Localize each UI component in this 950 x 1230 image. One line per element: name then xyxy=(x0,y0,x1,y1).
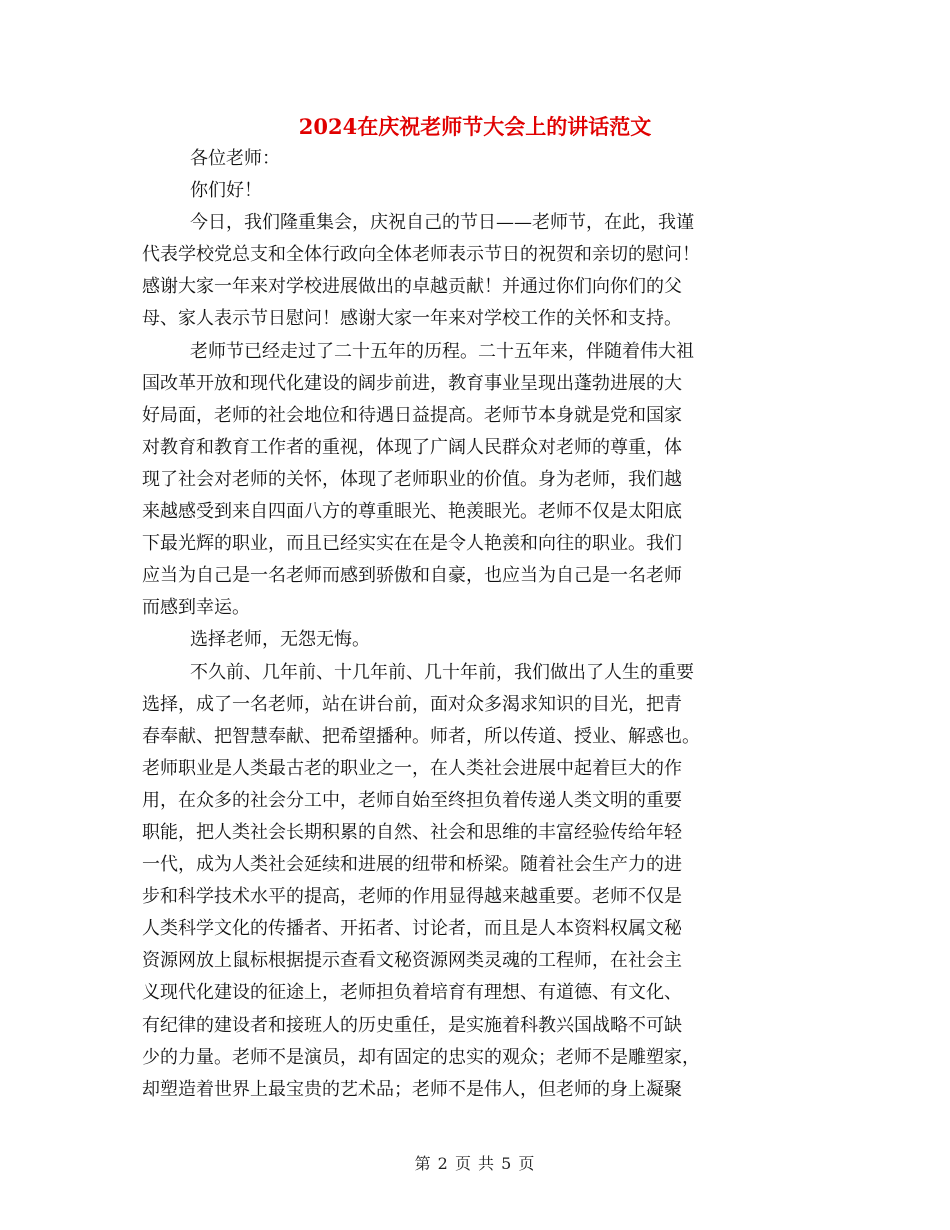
text-line: 用，在众多的社会分工中，老师自始至终担负着传递人类文明的重要 xyxy=(142,789,682,811)
text-line: 不久前、几年前、十几年前、几十年前，我们做出了人生的重要 xyxy=(190,661,694,683)
text-line: 春奉献、把智慧奉献、把希望播种。师者，所以传道、授业、解惑也。 xyxy=(142,725,700,747)
text-line: 应当为自己是一名老师而感到骄傲和自豪，也应当为自己是一名老师 xyxy=(142,565,682,587)
text-line: 今日，我们隆重集会，庆祝自己的节日——老师节，在此，我谨 xyxy=(190,212,694,234)
text-line: 母、家人表示节日慰问！感谢大家一年来对学校工作的关怀和支持。 xyxy=(142,308,682,330)
text-line: 资源网放上鼠标根据提示查看文秘资源网类灵魂的工程师，在社会主 xyxy=(142,950,682,972)
text-line: 来越感受到来自四面八方的尊重眼光、艳羡眼光。老师不仅是太阳底 xyxy=(142,501,682,523)
text-line: 职能，把人类社会长期积累的自然、社会和思维的丰富经验传给年轻 xyxy=(142,821,682,843)
paragraph xyxy=(142,207,812,335)
text-line: 人类科学文化的传播者、开拓者、讨论者，而且是人本资料权属文秘 xyxy=(142,918,682,940)
paragraph xyxy=(142,624,812,656)
text-line: 选择，成了一名老师，站在讲台前，面对众多渴求知识的目光，把青 xyxy=(142,693,682,715)
paragraph xyxy=(142,336,812,625)
text-line: 却塑造着世界上最宝贵的艺术品；老师不是伟人，但老师的身上凝聚 xyxy=(142,1078,682,1100)
text-line: 步和科学技术水平的提高，老师的作用显得越来越重要。老师不仅是 xyxy=(142,886,682,908)
text-line: 你们好！ xyxy=(190,180,262,202)
text-line: 老师职业是人类最古老的职业之一，在人类社会进展中起着巨大的作 xyxy=(142,757,682,779)
text-line: 对教育和教育工作者的重视，体现了广阔人民群众对老师的尊重，体 xyxy=(142,436,682,458)
document-title: 2024在庆祝老师节大会上的讲话范文 xyxy=(298,114,652,139)
text-line: 好局面，老师的社会地位和待遇日益提高。老师节本身就是党和国家 xyxy=(142,404,682,426)
text-line: 少的力量。老师不是演员，却有固定的忠实的观众；老师不是雕塑家， xyxy=(142,1046,700,1068)
text-line: 选择老师，无怨无悔。 xyxy=(190,629,370,651)
text-line: 各位老师： xyxy=(190,148,280,169)
paragraph xyxy=(142,175,812,207)
text-line: 有纪律的建设者和接班人的历史重任，是实施着科教兴国战略不可缺 xyxy=(142,1014,682,1036)
paragraph xyxy=(142,657,812,1106)
text-line: 而感到幸运。 xyxy=(142,597,250,619)
paragraph xyxy=(142,143,812,175)
text-line: 现了社会对老师的关怀，体现了老师职业的价值。身为老师，我们越 xyxy=(142,468,682,490)
text-line: 义现代化建设的征途上，老师担负着培育有理想、有道德、有文化、 xyxy=(142,982,682,1004)
text-line: 下最光辉的职业，而且已经实实在在是令人艳羡和向往的职业。我们 xyxy=(142,533,682,555)
text-line: 一代，成为人类社会延续和进展的纽带和桥梁。随着社会生产力的进 xyxy=(142,854,682,876)
text-line: 感谢大家一年来对学校进展做出的卓越贡献！并通过你们向你们的父 xyxy=(142,276,682,298)
text-line: 老师节已经走过了二十五年的历程。二十五年来，伴随着伟大祖 xyxy=(190,340,694,362)
page-footer: 第 2 页 共 5 页 xyxy=(414,1154,536,1173)
text-line: 代表学校党总支和全体行政向全体老师表示节日的祝贺和亲切的慰问！ xyxy=(142,244,700,266)
text-line: 国改革开放和现代化建设的阔步前进，教育事业呈现出蓬勃进展的大 xyxy=(142,372,682,394)
document-body xyxy=(142,143,812,1106)
